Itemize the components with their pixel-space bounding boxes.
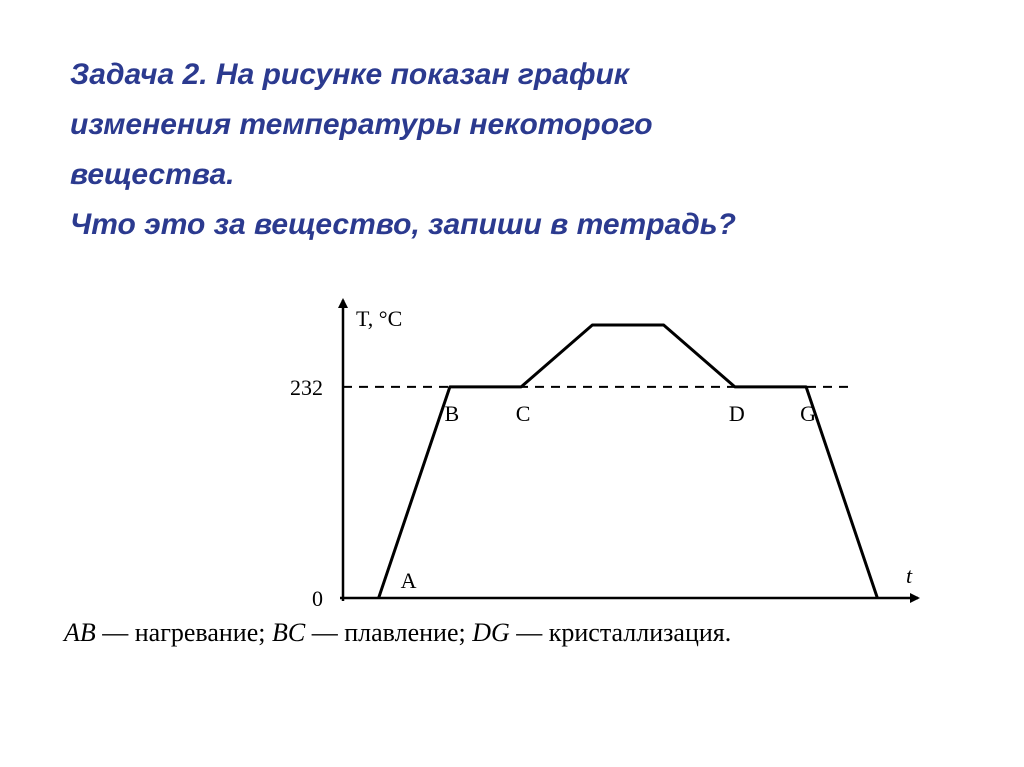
point-label-d: D (728, 400, 745, 426)
task-line-4: Что это за вещество, запиши в тетрадь? (70, 208, 736, 241)
series-line (379, 325, 878, 598)
point-label-c: C (515, 400, 531, 426)
x-axis-label: t (906, 563, 913, 588)
task-line-2: изменения температуры некоторого (70, 108, 653, 141)
caption-segment-dg: DG (472, 618, 510, 647)
caption-text-heating: — нагревание; (95, 618, 272, 647)
task-line-3: вещества. (70, 158, 235, 191)
point-label-b: B (444, 400, 460, 426)
chart-caption (64, 618, 731, 648)
point-label-a: A (400, 568, 417, 593)
point-label-g: G (800, 400, 817, 426)
y-axis-label: T, °C (356, 306, 403, 331)
caption-segment-ab: AB (64, 618, 96, 647)
y-tick-label: 232 (290, 374, 323, 400)
caption-segment-bc: BC (272, 618, 306, 647)
caption-text-melting: — плавление; (305, 618, 473, 647)
y-tick-label: 0 (312, 586, 323, 611)
task-line-1: Задача 2. На рисунке показан график (70, 58, 630, 91)
caption-text-crystallization: — кристаллизация. (509, 618, 732, 647)
